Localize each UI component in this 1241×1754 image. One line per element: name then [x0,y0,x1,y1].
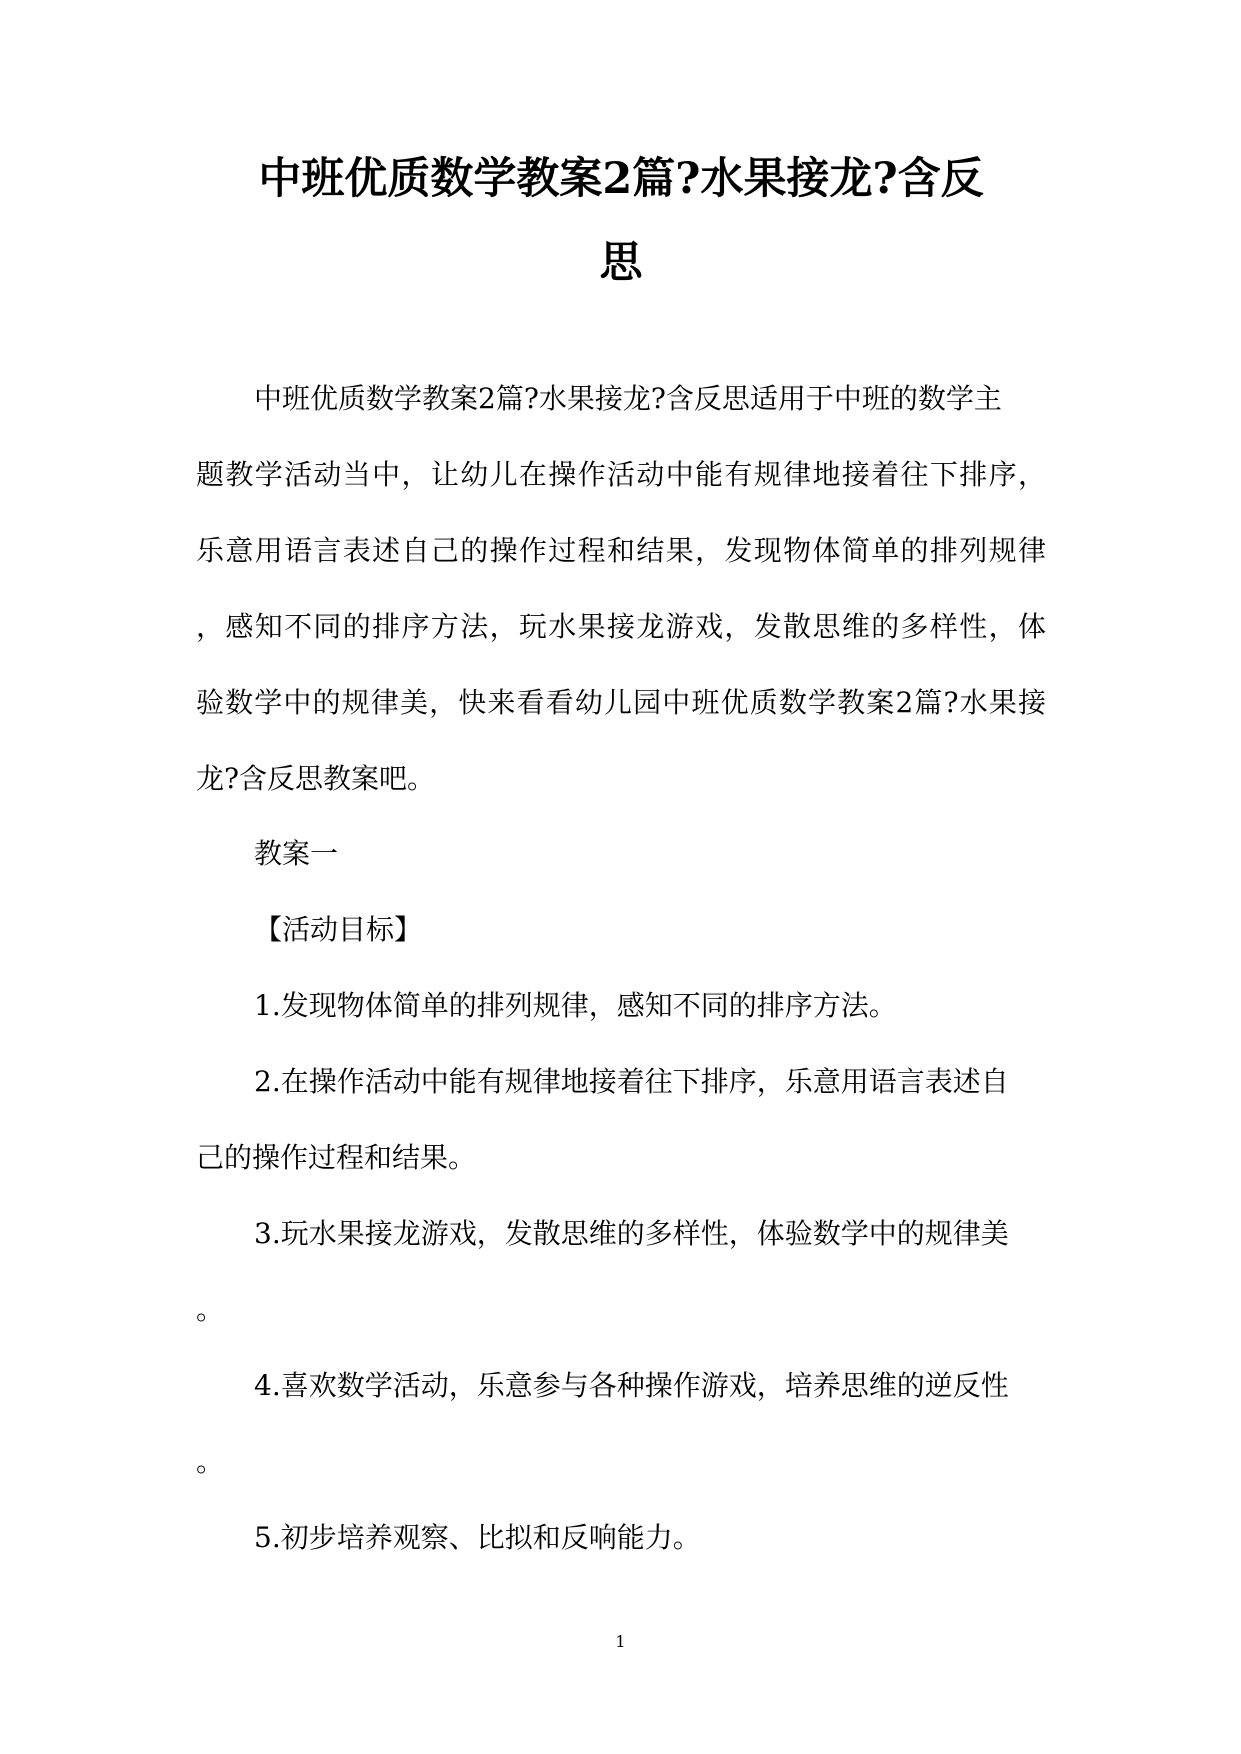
goal-item-3-line-1: 3.玩水果接龙游戏，发散思维的多样性，体验数学中的规律美 [254,1217,1009,1250]
document-title-line-1: 中班优质数学教案2篇?水果接龙?含反 [258,154,984,204]
intro-paragraph-line: 乐意用语言表述自己的操作过程和结果，发现物体简单的排列规律 [196,534,1046,567]
intro-paragraph-line: 题教学活动当中，让幼儿在操作活动中能有规律地接着往下排序， [196,458,1046,491]
goal-item-2-line-1: 2.在操作活动中能有规律地接着往下排序，乐意用语言表述自 [254,1065,1009,1098]
intro-paragraph-line: 中班优质数学教案2篇?水果接龙?含反思适用于中班的数学主 [254,382,1002,415]
intro-paragraph-line: 验数学中的规律美，快来看看幼儿园中班优质数学教案2篇?水果接 [196,686,1046,719]
goal-item-3-line-2: 。 [196,1293,225,1326]
goal-item-1: 1.发现物体简单的排列规律，感知不同的排序方法。 [254,989,897,1022]
document-title-line-2: 思 [599,238,643,288]
intro-paragraph-line: ，感知不同的排序方法，玩水果接龙游戏，发散思维的多样性，体 [196,610,1046,643]
goal-item-2-line-2: 己的操作过程和结果。 [196,1141,477,1174]
intro-paragraph-line: 龙?含反思教案吧。 [196,762,436,795]
goals-subheading: 【活动目标】 [254,913,423,946]
goal-item-4-line-1: 4.喜欢数学活动，乐意参与各种操作游戏，培养思维的逆反性 [254,1369,1009,1402]
goal-item-4-line-2: 。 [196,1445,225,1478]
page-number: 1 [615,1632,626,1651]
section-heading: 教案一 [254,837,339,870]
goal-item-5: 5.初步培养观察、比拟和反响能力。 [254,1521,701,1554]
